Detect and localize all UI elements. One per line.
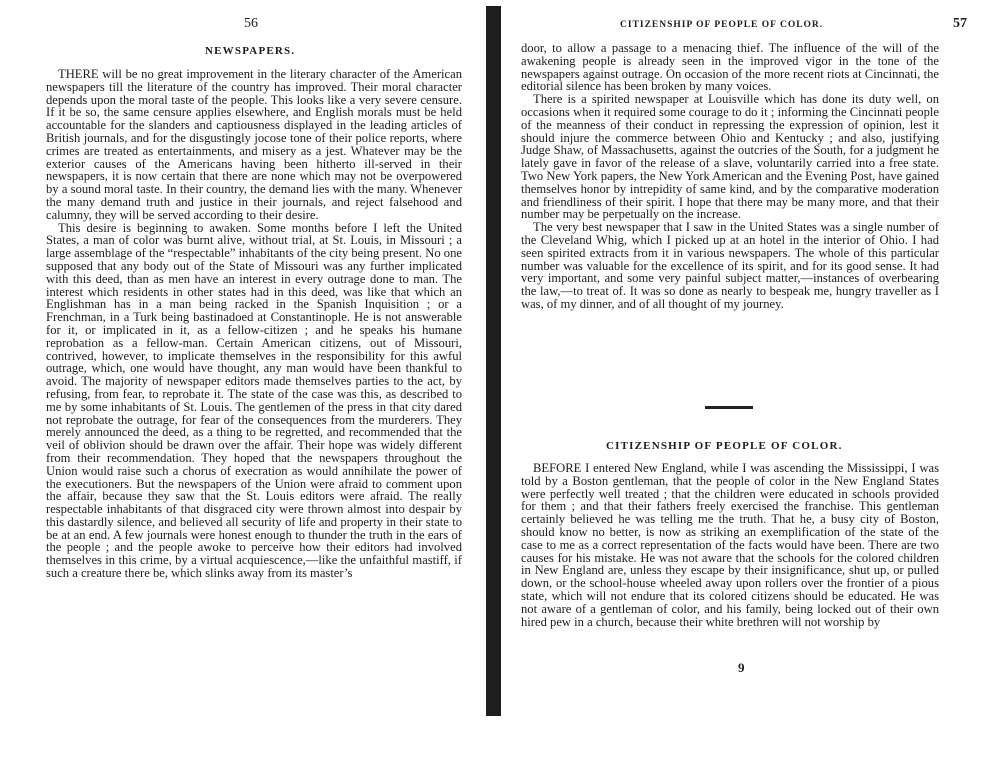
right-paragraph-1: door, to allow a passage to a menacing thief. The influence of the will of the awakening people is already seen in the improved vigor in the tone of the newspapers against outrage. On occasion of the more recent riots at Cincinnati, the editorial silence has been broken by many voices.: [521, 41, 939, 94]
left-page: [0, 0, 484, 759]
section-divider-rule: [705, 406, 753, 409]
left-paragraph-2: This desire is beginning to awaken. Some months before I left the United States, a man of color was burnt alive, without trial, at St. Louis, in Missouri ; a large assemblage of the “respectable” inhabitants of the city being present. No one supposed that any body out of the State of Missouri was any further implicated with this deed, than as men have an interest in every outrage done to man. The interest which residents in other states had in this deed, was like that which an Englishman has in a man being racked in the Spanish Inquisition ; or a Frenchman, in a Turk being bastinadoed at Constantinople. He is not answerable for it, or implicated in it, as a fellow-citizen ; and he speaks his humane reprobation as a fellow-man. Certain American citizens, out of Missouri, contrived, however, to implicate themselves in the responsibility for this awful outrage, which, one would have thought, any man would have been thankful to avoid. The majority of newspaper editors made themselves parties to the act, by refusing, from fear, to reprobate it. The state of the case was this, as described to me by some inhabitants of St. Louis. The gentlemen of the press in that city dared not reprobate the outrage, for fear of the consequences from the murderers. They merely announced the deed, as a thing to be regretted, and recommended that the veil of oblivion should be drawn over the affair. Their hope was widely different from their recommendation. They hoped that the newspapers throughout the Union would raise such a chorus of execration as would annihilate the power of the executioners. But the newspapers of the Union were afraid to comment upon the affair, because they saw that the St. Louis editors were afraid. The really respectable inhabitants of that disgraced city were thrown almost into despair by this dastardly silence, and believed all security of life and property in their state to be at an end. A few journals were honest enough to thunder the truth in the ears of the people ; and the people awoke to perceive how their editors had involved themselves in this crime, by a virtual acquiescence,—like the unfaithful mastiff, if such a creature there be, which slinks away from its master’s: [46, 220, 462, 581]
right-paragraph-2: There is a spirited newspaper at Louisville which has done its duty well, on occasions when it required some courage to do it ; informing the Cincinnati people of the meanness of their conduct in repressing the expression of opinion, lest it should injure the commerce between Ohio and Kentucky ; and also, justifying Judge Shaw, of Massachusetts, against the outcries of the South, for a judgment he lately gave in favor of the release of a slave, voluntarily carried into a free state. Two New York papers, the New York American and the Evening Post, have gained themselves honor by intrepidity of same kind, and by the comparative moderation and friendliness of their spirit. I hope that there may be many more, and that their number may be perpetually on the increase.: [521, 92, 939, 222]
left-page-text: [46, 68, 462, 580]
book-gutter: [486, 6, 501, 716]
section-text: [521, 462, 939, 628]
running-head: CITIZENSHIP OF PEOPLE OF COLOR.: [620, 20, 824, 30]
left-page-number: 56: [244, 16, 258, 31]
right-page-continued-text: [521, 42, 939, 311]
right-page-number: 57: [953, 16, 967, 31]
left-page-heading: NEWSPAPERS.: [205, 45, 296, 57]
section-paragraph-1: BEFORE I entered New England, while I was ascending the Mississippi, I was told by a Boston gentleman, that the people of color in the New England States were perfectly well treated ; that the children were educated in schools provided for them ; and that their fathers freely exercised the franchise. This gentleman certainly believed he was telling me the truth. That he, a busy city of Boston, should know no better, is now as striking an exemplification of the state of the case to me as a correct representation of the facts would have been. There are two causes for his mistake. He was not aware that the schools for the colored children in New England are, unless they escape by their insignificance, shut up, or pulled down, or the school-house wheeled away upon rollers over the frontier of a pious state, which will not endure that its colored citizens should be educated. He was not aware of a gentleman of color, and his family, being locked out of their own hired pew in a church, because their white brethren will not worship by: [521, 461, 939, 629]
signature-mark: 9: [738, 660, 745, 675]
right-paragraph-3: The very best newspaper that I saw in the United States was a single number of the Cleveland Whig, which I picked up at an hotel in the interior of Ohio. I had seen spirited extracts from it in various newspapers. The whole of this particular number was valuable for the excellence of its spirit, and for its good sense. It had very important, and some very painful subject matter,—instances of overbearing the law,—to treat of. It was so done as nearly to bespeak me, hungry traveller as I was, of my dinner, and of all thought of my journey.: [521, 220, 939, 311]
left-paragraph-1: THERE will be no great improvement in the literary character of the American newspapers till the literature of the country has improved. Their moral character depends upon the moral taste of the people. This looks like a very severe censure. If it be so, the same censure applies elsewhere, and English morals must be held accountable for the slanders and captiousness displayed in the leading articles of British journals, and for the disgustingly jocose tone of their police reports, where crimes are treated as entertainments, and misery as a jest. Whatever may be the exterior causes of the Americans having been hitherto ill-served in their newspapers, it is now certain that there are none which may not be overpowered by a sound moral taste. In their country, the demand lies with the many. Whenever the many demand truth and justice in their journals, and reject falsehood and calumny, they will be served according to their desire.: [46, 67, 462, 222]
section-heading: CITIZENSHIP OF PEOPLE OF COLOR.: [606, 440, 843, 452]
